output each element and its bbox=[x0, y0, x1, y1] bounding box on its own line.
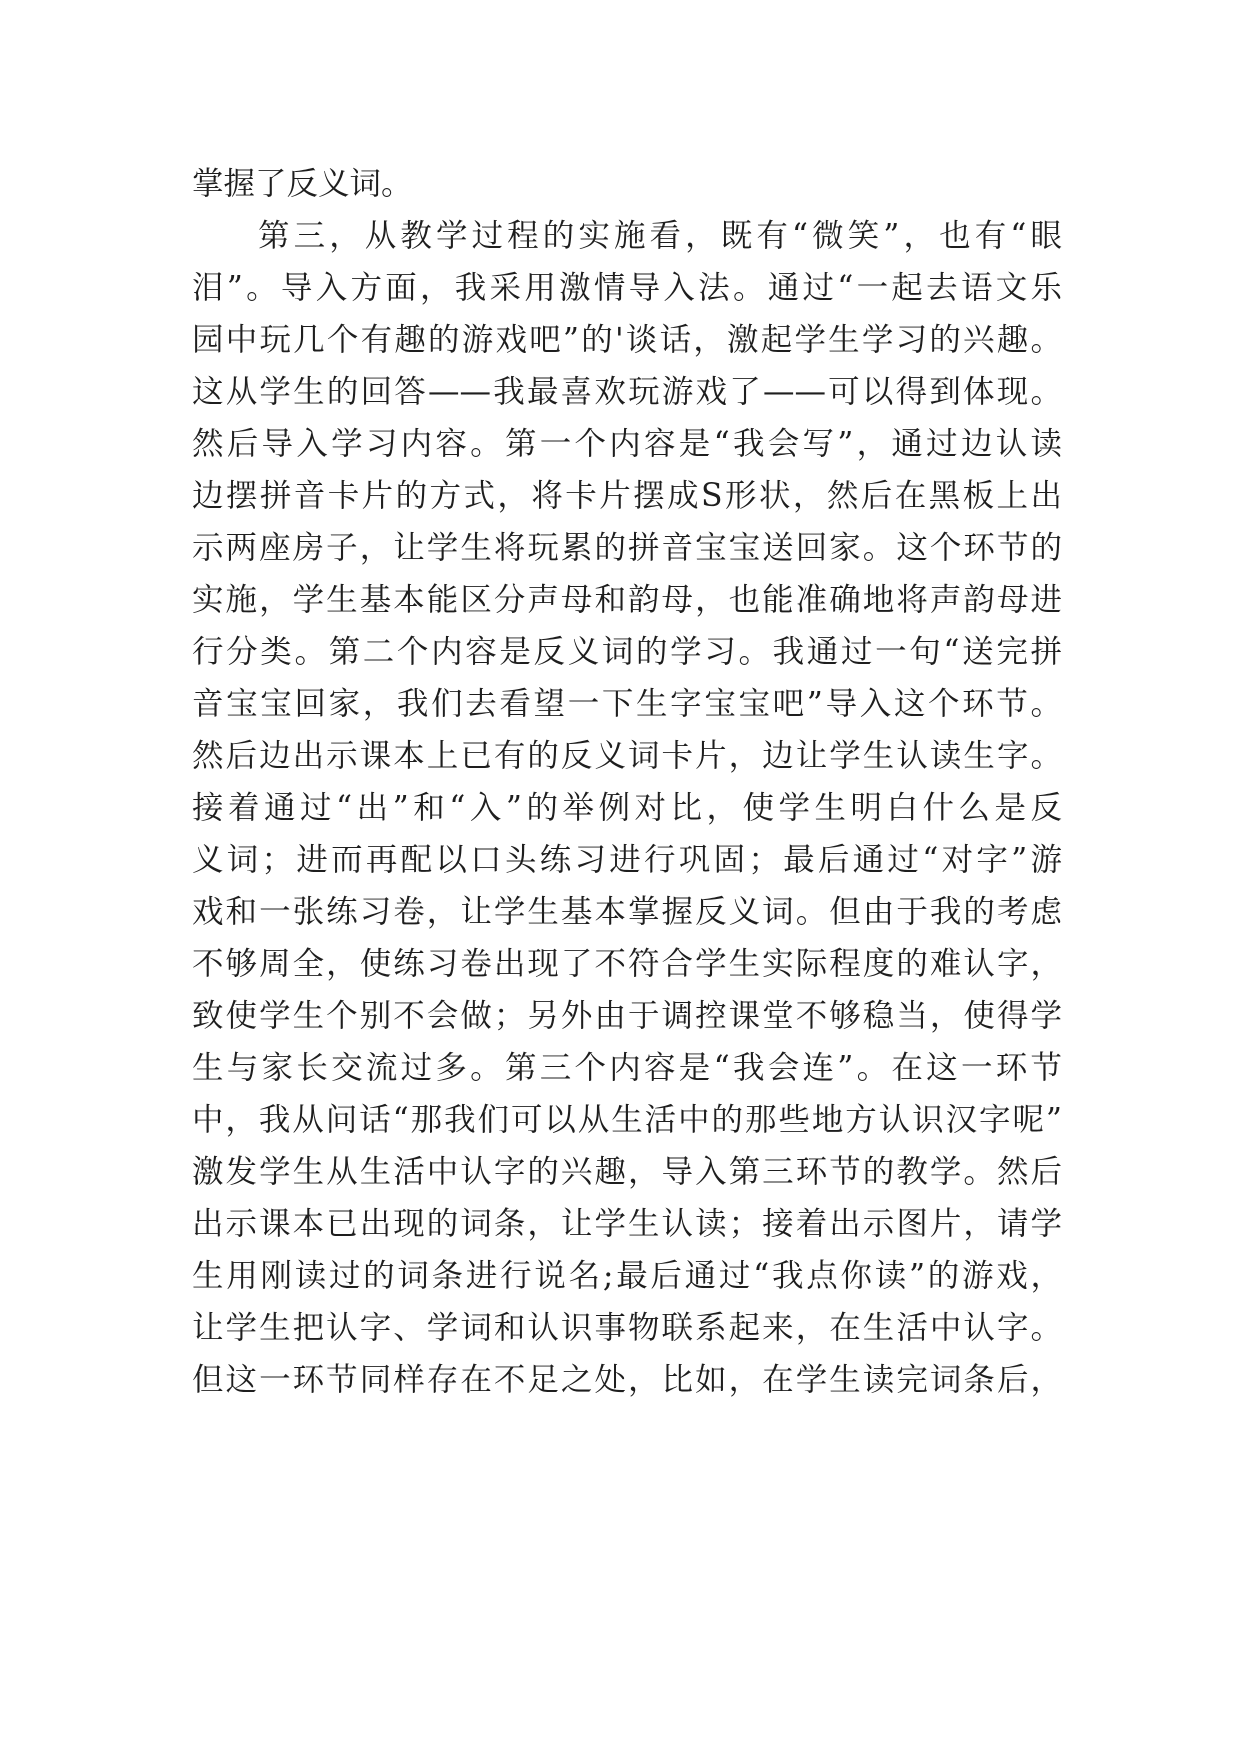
text-line: 掌握了反义词。 bbox=[192, 166, 413, 202]
text-line: 不够周全，使练习卷出现了不符合学生实际程度的难认字， bbox=[192, 946, 1062, 982]
body-text bbox=[192, 158, 1062, 1406]
text-line: 这从学生的回答——我最喜欢玩游戏了——可以得到体现。 bbox=[192, 374, 1062, 410]
text-line: 泪”。导入方面，我采用激情导入法。通过“一起去语文乐 bbox=[192, 270, 1062, 306]
text-line: 让学生把认字、学词和认识事物联系起来，在生活中认字。 bbox=[192, 1310, 1062, 1346]
text-line: 示两座房子，让学生将玩累的拼音宝宝送回家。这个环节的 bbox=[192, 530, 1062, 566]
text-line: 接着通过“出”和“入”的举例对比，使学生明白什么是反 bbox=[192, 790, 1062, 826]
text-line: 致使学生个别不会做；另外由于调控课堂不够稳当，使得学 bbox=[192, 998, 1062, 1034]
text-line: 生用刚读过的词条进行说名;最后通过“我点你读”的游戏， bbox=[192, 1258, 1062, 1294]
text-line: 中，我从问话“那我们可以从生活中的那些地方认识汉字呢” bbox=[192, 1102, 1062, 1138]
text-line: 实施，学生基本能区分声母和韵母，也能准确地将声韵母进 bbox=[192, 582, 1062, 618]
text-line: 边摆拼音卡片的方式，将卡片摆成S形状，然后在黑板上出 bbox=[192, 478, 1062, 514]
text-line: 生与家长交流过多。第三个内容是“我会连”。在这一环节 bbox=[192, 1050, 1062, 1086]
text-line: 但这一环节同样存在不足之处，比如，在学生读完词条后， bbox=[192, 1362, 1062, 1398]
text-line: 戏和一张练习卷，让学生基本掌握反义词。但由于我的考虑 bbox=[192, 894, 1062, 930]
text-line: 出示课本已出现的词条，让学生认读；接着出示图片，请学 bbox=[192, 1206, 1062, 1242]
text-line: 园中玩几个有趣的游戏吧”的'谈话，激起学生学习的兴趣。 bbox=[192, 322, 1062, 358]
text-line: 音宝宝回家，我们去看望一下生字宝宝吧”导入这个环节。 bbox=[192, 686, 1062, 722]
text-line: 激发学生从生活中认字的兴趣，导入第三环节的教学。然后 bbox=[192, 1154, 1062, 1190]
text-line: 第三，从教学过程的实施看，既有“微笑”，也有“眼 bbox=[258, 218, 1062, 254]
text-line: 行分类。第二个内容是反义词的学习。我通过一句“送完拼 bbox=[192, 634, 1062, 670]
text-line: 然后导入学习内容。第一个内容是“我会写”，通过边认读 bbox=[192, 426, 1062, 462]
text-line: 然后边出示课本上已有的反义词卡片，边让学生认读生字。 bbox=[192, 738, 1062, 774]
text-line: 义词；进而再配以口头练习进行巩固；最后通过“对字”游 bbox=[192, 842, 1062, 878]
